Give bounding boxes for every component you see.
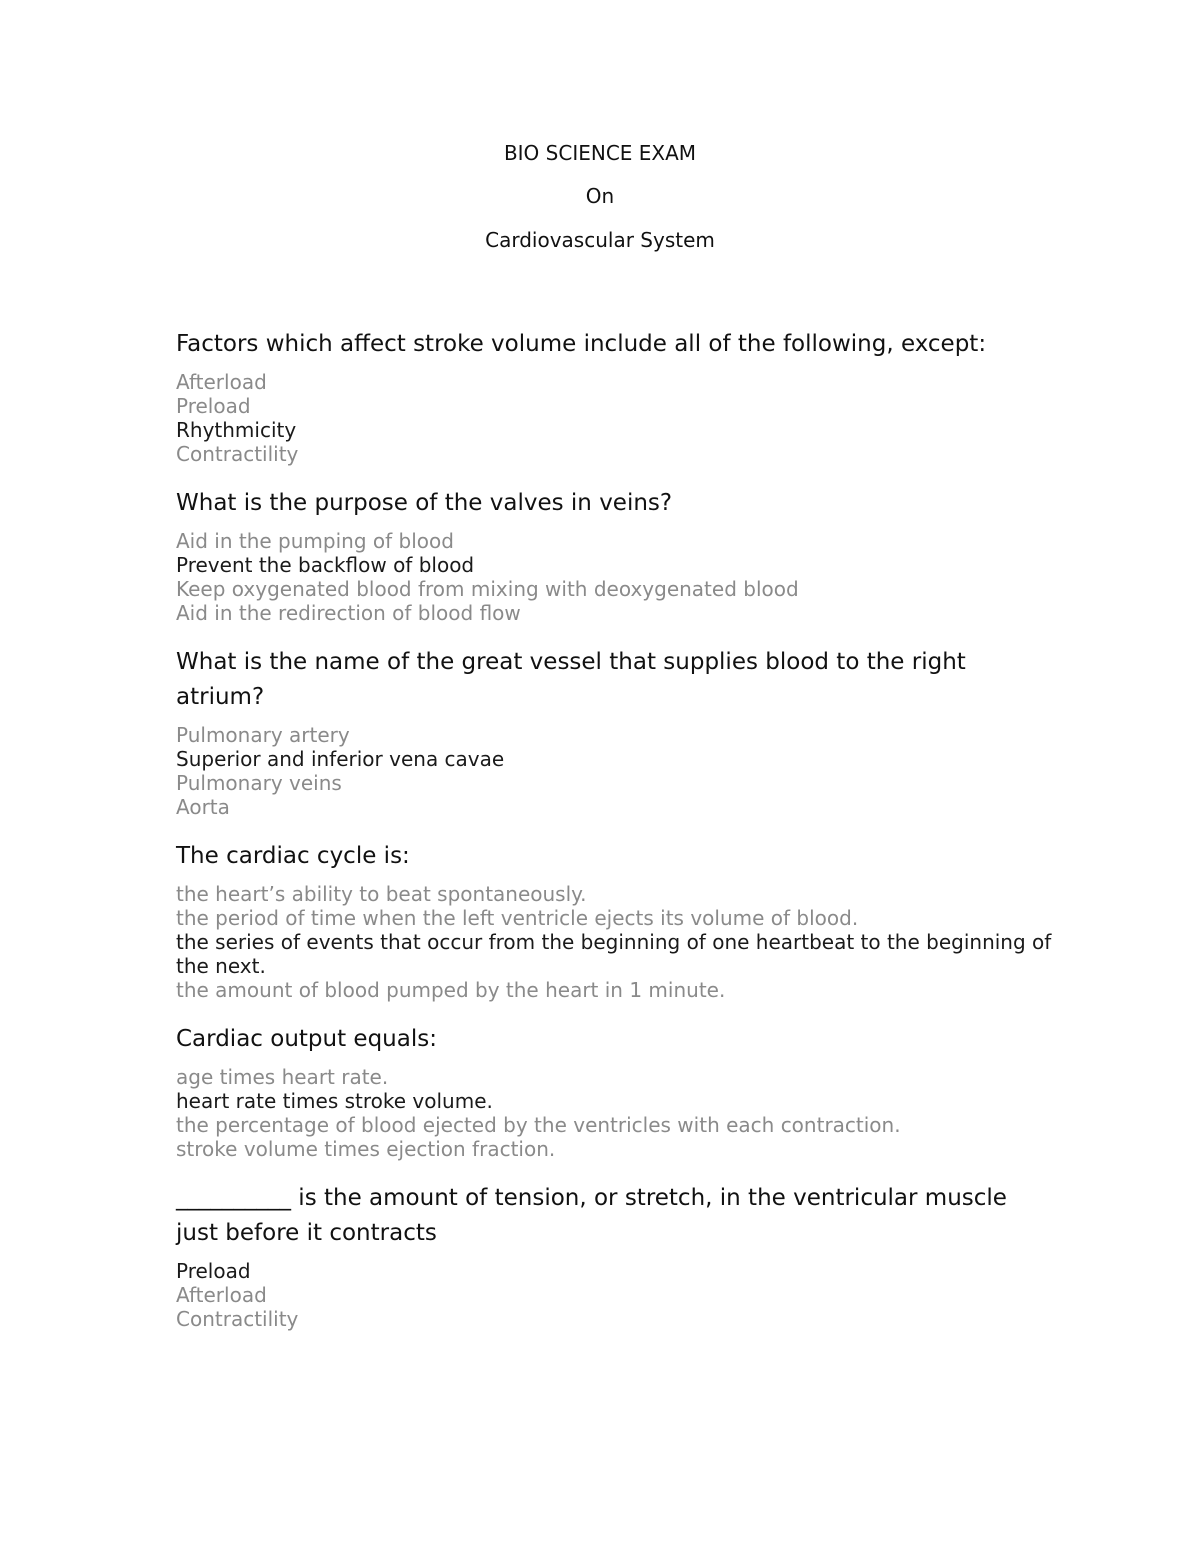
question-1-options — [176, 370, 1056, 466]
option-highlighted: the series of events that occur from the beginning of one heartbeat to the beginning of the next. — [176, 930, 1052, 978]
option-highlighted: Rhythmicity — [176, 418, 297, 442]
option: Contractility — [176, 1307, 299, 1331]
option: Aorta — [176, 795, 230, 819]
question-2-options — [176, 529, 1056, 625]
question-3-options — [176, 723, 1056, 819]
option: Pulmonary veins — [176, 771, 342, 795]
option: Keep oxygenated blood from mixing with deoxygenated blood — [176, 577, 799, 601]
option: the period of time when the left ventricle ejects its volume of blood. — [176, 906, 859, 930]
question-5: Cardiac output equals: — [176, 1026, 437, 1052]
option: Afterload — [176, 370, 267, 394]
question-list — [176, 327, 1056, 1351]
question-4: The cardiac cycle is: — [176, 843, 410, 869]
exam-topic: Cardiovascular System — [485, 228, 715, 252]
option: the percentage of blood ejected by the ventricles with each contraction. — [176, 1113, 901, 1137]
option: the amount of blood pumped by the heart in 1 minute. — [176, 978, 726, 1002]
question-5-options — [176, 1065, 1056, 1161]
question-3: What is the name of the great vessel that supplies blood to the right atrium? — [176, 649, 966, 710]
question-2: What is the purpose of the valves in veins? — [176, 490, 673, 516]
option-highlighted: Preload — [176, 1259, 251, 1283]
option: the heart’s ability to beat spontaneously. — [176, 882, 587, 906]
question-6: __________ is the amount of tension, or stretch, in the ventricular muscle just before it contracts — [176, 1185, 1007, 1246]
question-4-options — [176, 882, 1056, 1002]
option: age times heart rate. — [176, 1065, 389, 1089]
exam-title: BIO SCIENCE EXAM — [503, 141, 697, 165]
option: Afterload — [176, 1283, 267, 1307]
question-6-options — [176, 1259, 1056, 1331]
option-highlighted: Prevent the backflow of blood — [176, 553, 475, 577]
option: Aid in the redirection of blood flow — [176, 601, 521, 625]
option: Pulmonary artery — [176, 723, 350, 747]
option-highlighted: heart rate times stroke volume. — [176, 1089, 493, 1113]
option: Contractility — [176, 442, 299, 466]
option: stroke volume times ejection fraction. — [176, 1137, 556, 1161]
exam-subtitle-on: On — [585, 184, 615, 208]
option: Aid in the pumping of blood — [176, 529, 454, 553]
option: Preload — [176, 394, 251, 418]
question-1: Factors which affect stroke volume include all of the following, except: — [176, 331, 987, 357]
option-highlighted: Superior and inferior vena cavae — [176, 747, 505, 771]
